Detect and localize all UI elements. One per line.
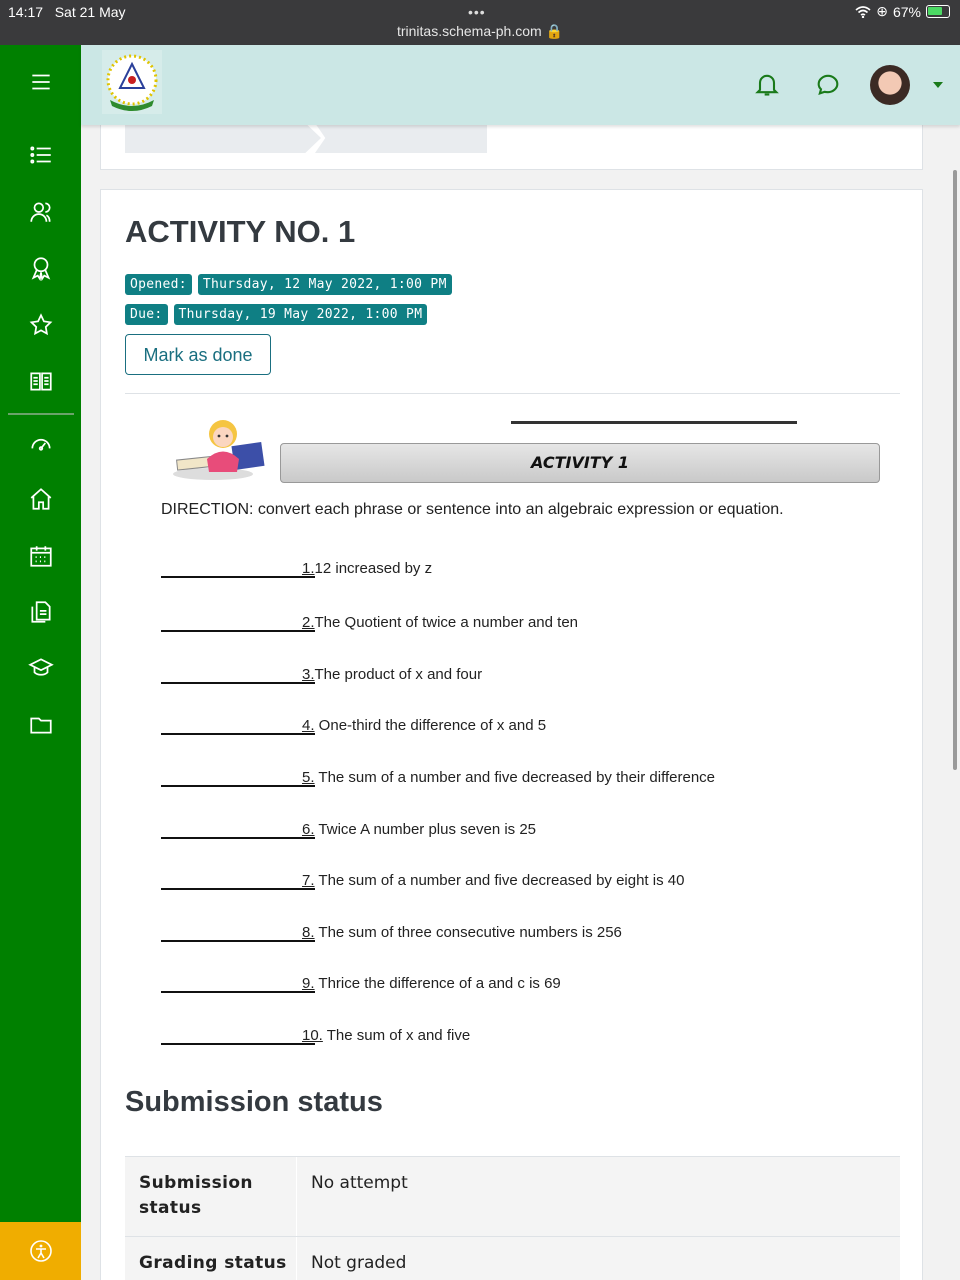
sidebar [0, 45, 81, 1280]
answer-blank[interactable] [161, 576, 315, 578]
accessibility-button[interactable] [0, 1222, 81, 1280]
mark-as-done-button[interactable]: Mark as done [125, 334, 271, 375]
row-value: Not graded [311, 1253, 407, 1273]
answer-blank[interactable] [161, 940, 315, 942]
lock-icon: 🔒 [545, 23, 564, 39]
question-item: 1.12 increased by z [161, 560, 861, 584]
answer-blank[interactable] [161, 1043, 315, 1045]
table-row [125, 1156, 900, 1236]
answer-blank[interactable] [161, 630, 315, 632]
question-item: 10. The sum of x and five [161, 1027, 861, 1051]
wifi-icon [855, 6, 871, 18]
award-icon[interactable] [26, 253, 56, 283]
divider [125, 393, 900, 394]
opened-date [125, 274, 452, 295]
question-item: 7. The sum of a number and five decreased by eight is 40 [161, 872, 861, 896]
top-navbar [81, 45, 960, 125]
star-icon[interactable] [26, 310, 56, 340]
home-icon[interactable] [26, 484, 56, 514]
due-date [125, 304, 427, 325]
battery-icon [926, 5, 950, 18]
answer-blank[interactable] [161, 682, 315, 684]
submission-status-table [125, 1156, 900, 1280]
book-icon[interactable] [26, 366, 56, 396]
notifications-bell-icon[interactable] [753, 70, 783, 100]
question-item: 3.The product of x and four [161, 666, 861, 690]
files-icon[interactable] [26, 597, 56, 627]
cropped-header-text [511, 416, 797, 426]
orientation-lock-icon: ⊕ [876, 3, 888, 19]
answer-blank[interactable] [161, 785, 315, 787]
status-bar [0, 0, 960, 45]
question-item: 2.The Quotient of twice a number and ten [161, 614, 861, 638]
menu-icon[interactable] [26, 67, 56, 97]
answer-blank[interactable] [161, 837, 315, 839]
question-item: 4. One-third the difference of x and 5 [161, 717, 861, 741]
sidebar-divider [8, 413, 74, 415]
status-indicators [855, 3, 950, 20]
student-reading-illustration [173, 414, 283, 484]
opened-value-badge: Thursday, 12 May 2022, 1:00 PM [198, 274, 452, 295]
activity-banner: ACTIVITY 1 [280, 443, 880, 483]
battery-percent: 67% [892, 3, 921, 20]
more-dots-icon[interactable]: ••• [468, 4, 486, 20]
opened-label-badge: Opened: [125, 274, 192, 295]
question-item: 5. The sum of a number and five decreased by their difference [161, 769, 861, 793]
answer-blank[interactable] [161, 733, 315, 735]
graduation-icon[interactable] [26, 653, 56, 683]
submission-status-heading: Submission status [125, 1086, 383, 1118]
answer-blank[interactable] [161, 991, 315, 993]
user-avatar[interactable] [870, 65, 910, 105]
answer-blank[interactable] [161, 888, 315, 890]
accessibility-icon [29, 1239, 53, 1263]
status-time: 14:17 Sat 21 May [8, 4, 126, 20]
activity-card [100, 189, 923, 1280]
folder-icon[interactable] [26, 710, 56, 740]
due-label-badge: Due: [125, 304, 168, 325]
table-row [125, 1236, 900, 1280]
page-scrollbar[interactable] [953, 170, 957, 770]
user-menu-caret-icon[interactable] [933, 82, 943, 88]
school-logo[interactable] [102, 50, 162, 114]
row-value: No attempt [311, 1173, 408, 1193]
breadcrumb-item[interactable] [125, 123, 321, 153]
question-item: 8. The sum of three consecutive numbers is 256 [161, 924, 861, 948]
question-item: 6. Twice A number plus seven is 25 [161, 821, 861, 845]
breadcrumb-item[interactable] [315, 123, 487, 153]
row-label: Grading status [139, 1253, 287, 1273]
question-item: 9. Thrice the difference of a and c is 69 [161, 975, 861, 999]
direction-text: DIRECTION: convert each phrase or sentence into an algebraic expression or equation. [161, 501, 784, 518]
row-label: Submission status [139, 1173, 253, 1218]
url-bar[interactable]: trinitas.schema-ph.com 🔒 [396, 23, 564, 39]
calendar-icon[interactable] [26, 541, 56, 571]
list-icon[interactable] [26, 140, 56, 170]
column-divider [296, 1237, 297, 1280]
column-divider [296, 1157, 297, 1236]
due-value-badge: Thursday, 19 May 2022, 1:00 PM [174, 304, 428, 325]
dashboard-icon[interactable] [26, 428, 56, 458]
users-icon[interactable] [26, 197, 56, 227]
page-title: ACTIVITY NO. 1 [125, 214, 356, 249]
messages-chat-icon[interactable] [814, 70, 844, 100]
